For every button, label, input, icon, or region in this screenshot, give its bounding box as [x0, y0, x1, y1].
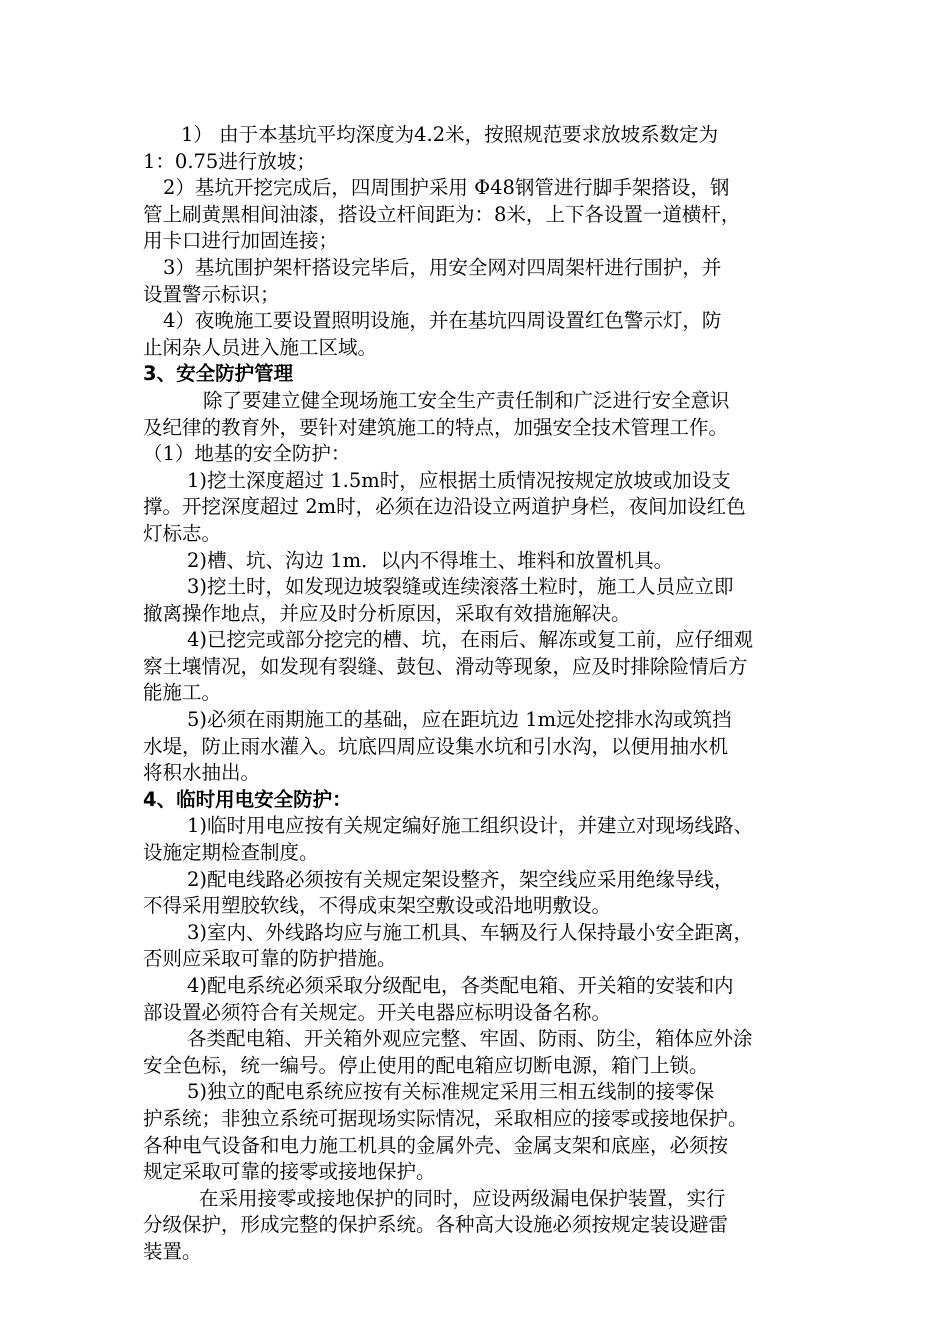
- paragraph-line: 2）基坑开挖完成后，四周围护采用 Φ48钢管进行脚手架搭设，钢: [163, 176, 730, 200]
- paragraph-line: 5)独立的配电系统应按有关标准规定采用三相五线制的接零保: [187, 1080, 715, 1104]
- paragraph-line: 将积水抽出。: [143, 761, 261, 785]
- paragraph-line: （1）地基的安全防护：: [143, 442, 351, 466]
- document-page: [143, 122, 833, 1266]
- paragraph-line: 用卡口进行加固连接；: [143, 229, 339, 253]
- section-heading: 3、安全防护管理: [143, 362, 294, 386]
- paragraph-line: 水堤，防止雨水灌入。坑底四周应设集水坑和引水沟，以便用抽水机: [143, 734, 729, 758]
- paragraph-line: 设置警示标识；: [143, 282, 280, 306]
- paragraph-line: 4）夜晚施工要设置照明设施，并在基坑四周设置红色警示灯，防: [163, 309, 722, 333]
- paragraph-line: 部设置必须符合有关规定。开关电器应标明设备名称。: [143, 1000, 612, 1024]
- paragraph-line: 管上刷黄黑相间油漆，搭设立杆间距为：8米，上下各设置一道横杆，: [143, 202, 741, 226]
- paragraph-line: 除了要建立健全现场施工安全生产责任制和广泛进行安全意识: [203, 388, 730, 412]
- paragraph-line: 4)配电系统必须采取分级配电，各类配电箱、开关箱的安装和内: [187, 974, 734, 997]
- paragraph-line: 各类配电箱、开关箱外观应完整、牢固、防雨、防尘，箱体应外涂: [187, 1027, 753, 1051]
- paragraph-line: 设施定期检查制度。: [143, 841, 319, 865]
- paragraph-line: 规定采取可靠的接零或接地保护。: [143, 1160, 436, 1184]
- paragraph-line: 3)挖土时，如发现边坡裂缝或连续滚落土粒时，施工人员应立即: [187, 575, 734, 599]
- paragraph-line: 否则应采取可靠的防护措施。: [143, 947, 397, 971]
- paragraph-line: 1)临时用电应按有关规定编好施工组织设计，并建立对现场线路、: [187, 814, 754, 838]
- paragraph-line: 止闲杂人员进入施工区域。: [143, 335, 378, 359]
- paragraph-line: 在采用接零或接地保护的同时，应设两级漏电保护装置，实行: [199, 1186, 726, 1210]
- paragraph-line: 3）基坑围护架杆搭设完毕后，用安全网对四周架杆进行围护，并: [163, 255, 722, 279]
- paragraph-line: 3)室内、外线路均应与施工机具、车辆及行人保持最小安全距离，: [187, 920, 754, 944]
- paragraph-line: 4)已挖完或部分挖完的槽、坑，在雨后、解冻或复工前，应仔细观: [187, 628, 754, 652]
- paragraph-line: 2)槽、坑、沟边 1m．以内不得堆土、堆料和放置机具。: [187, 548, 674, 572]
- paragraph-line: 装置。: [143, 1239, 202, 1263]
- paragraph-line: 及纪律的教育外，要针对建筑施工的特点，加强安全技术管理工作。: [143, 415, 729, 439]
- section-heading: 4、临时用电安全防护：: [143, 787, 352, 811]
- paragraph-line: 不得采用塑胶软线，不得成束架空敷设或沿地明敷设。: [143, 894, 612, 918]
- paragraph-line: 1） 由于本基坑平均深度为4.2米，按照规范要求放坡系数定为: [181, 123, 719, 146]
- paragraph-line: 2)配电线路必须按有关规定架设整齐，架空线应采用绝缘导线，: [187, 867, 734, 891]
- paragraph-line: 5)必须在雨期施工的基础，应在距坑边 1m远处挖排水沟或筑挡: [187, 708, 732, 732]
- paragraph-line: 灯标志。: [143, 521, 222, 545]
- paragraph-line: 各种电气设备和电力施工机具的金属外壳、金属支架和底座，必须按: [143, 1133, 729, 1157]
- paragraph-line: 安全色标，统一编号。停止使用的配电箱应切断电源，箱门上锁。: [143, 1053, 709, 1077]
- paragraph-line: 护系统；非独立系统可据现场实际情况，采取相应的接零或接地保护。: [143, 1106, 748, 1130]
- paragraph-line: 1)挖土深度超过 1.5m时，应根据土质情况按规定放坡或加设支: [187, 468, 731, 492]
- paragraph-line: 察土壤情况，如发现有裂缝、鼓包、滑动等现象，应及时排除险情后方: [143, 654, 748, 678]
- paragraph-line: 分级保护，形成完整的保护系统。各种高大设施必须按规定装设避雷: [143, 1213, 729, 1237]
- paragraph-line: 能施工。: [143, 681, 222, 705]
- paragraph-line: 撤离操作地点，并应及时分析原因，采取有效措施解决。: [143, 601, 631, 625]
- paragraph-line: 1：0.75进行放坡；: [143, 149, 316, 173]
- paragraph-line: 撑。开挖深度超过 2m时，必须在边沿设立两道护身栏，夜间加设红色: [143, 495, 746, 519]
